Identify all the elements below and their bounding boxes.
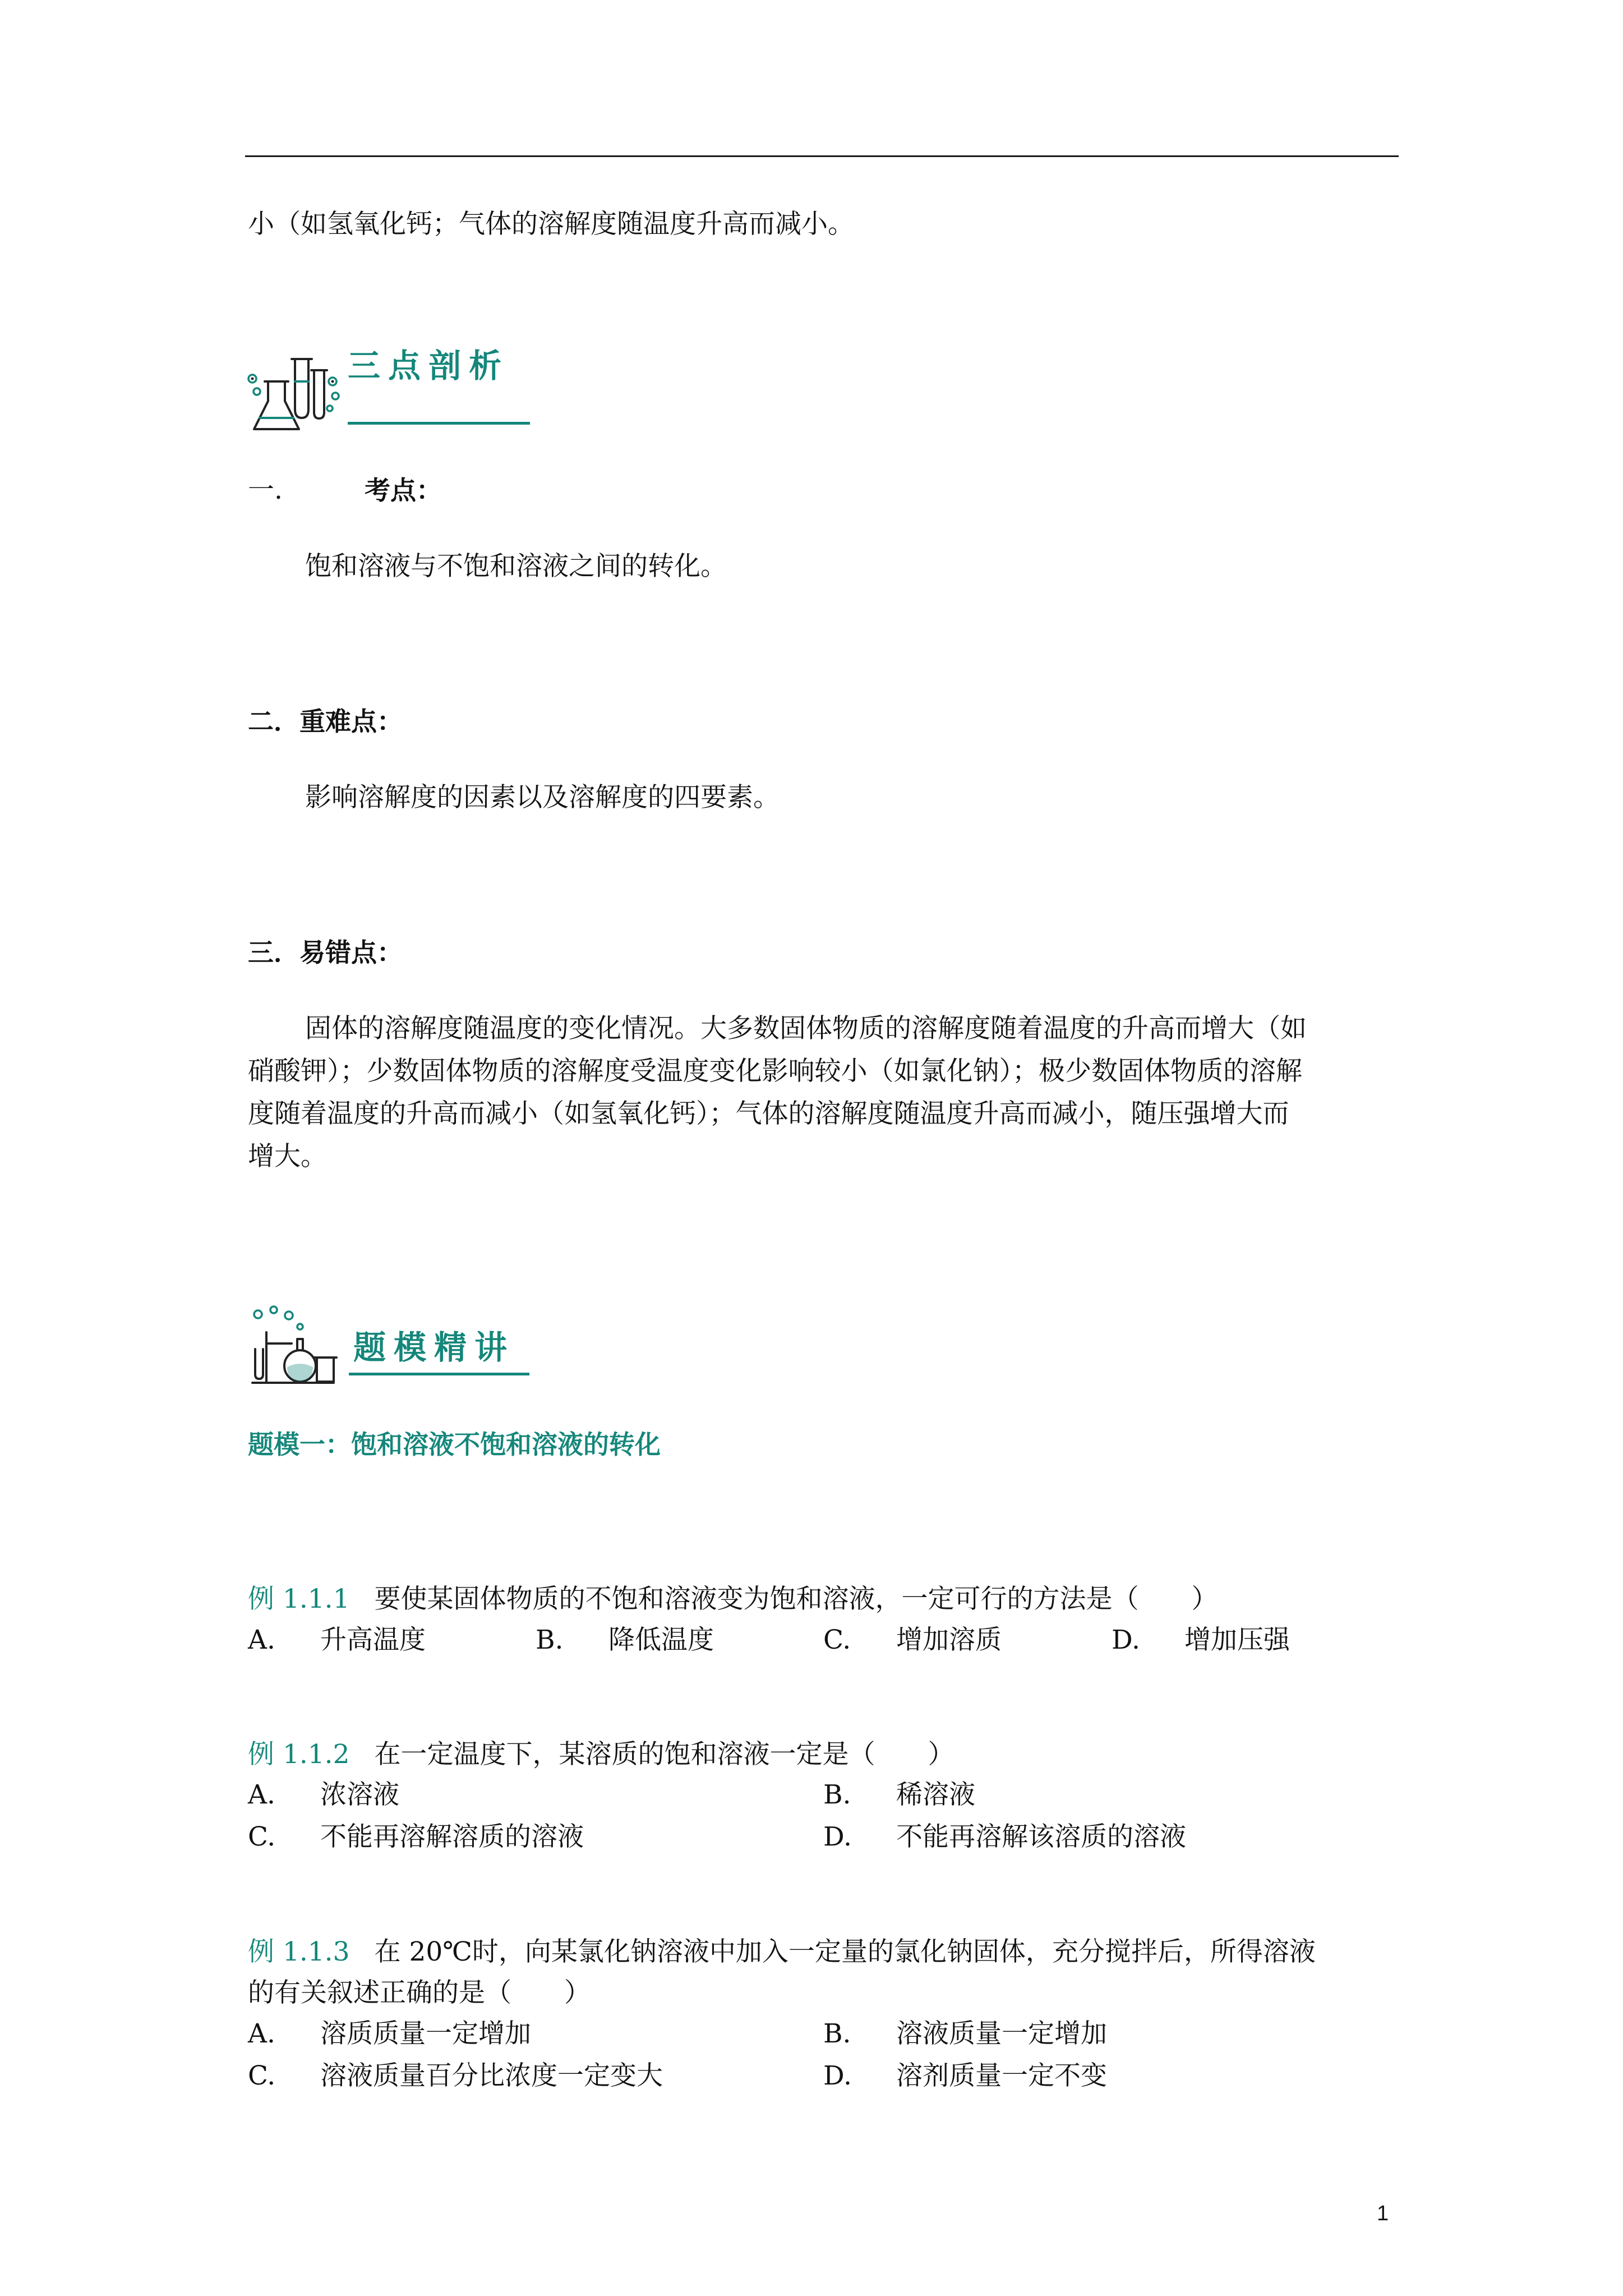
example-3-question-cont: 的有关叙述正确的是（ ） — [248, 1977, 591, 2008]
option-text: 稀溶液 — [896, 1779, 975, 1810]
option-letter: B. — [823, 1779, 851, 1810]
point2-text: 影响溶解度的因素以及溶解度的四要素。 — [305, 782, 780, 813]
example-2-options-row-2 — [248, 1821, 1398, 1853]
example-question: 在 20℃时，向某氯化钠溶液中加入一定量的氯化钠固体，充分搅拌后，所得溶液 — [374, 1936, 1316, 1967]
example-question: 要使某固体物质的不饱和溶液变为饱和溶液，一定可行的方法是（ ） — [374, 1584, 1218, 1614]
option-letter: B. — [536, 1625, 564, 1655]
point1-title: 考点： — [365, 475, 442, 505]
option-letter: D. — [823, 1821, 852, 1852]
section-underline — [348, 422, 530, 425]
option-letter: D. — [823, 2060, 852, 2091]
example-label: 例 1.1.1 — [248, 1584, 350, 1614]
option-text: 不能再溶解该溶质的溶液 — [896, 1821, 1186, 1852]
lab-apparatus-icon — [247, 1304, 339, 1394]
point3-label: 三．易错点： — [248, 937, 403, 968]
point3-line-3: 度随着温度的升高而减小（如氢氧化钙）；气体的溶解度随温度升高而减小，随压强增大而 — [248, 1098, 1289, 1129]
option-text: 不能再溶解溶质的溶液 — [320, 1821, 584, 1852]
option-text: 浓溶液 — [320, 1779, 399, 1810]
option-text: 溶质质量一定增加 — [320, 2018, 531, 2049]
continuation-line: 小（如氢氧化钙；气体的溶解度随温度升高而减小。 — [248, 209, 854, 240]
option-letter: D. — [1112, 1625, 1140, 1655]
option-letter: C. — [248, 2060, 276, 2091]
page-number: 1 — [1377, 2202, 1389, 2225]
example-3-options-row-2 — [248, 2060, 1398, 2092]
option-letter: A. — [248, 1625, 275, 1655]
option-text: 增加溶质 — [896, 1625, 1002, 1655]
section-title-model-lectures: 题模精讲 — [353, 1328, 515, 1366]
option-letter: B. — [823, 2018, 851, 2049]
option-text: 溶液质量百分比浓度一定变大 — [320, 2060, 663, 2091]
section-underline-2 — [349, 1373, 529, 1375]
example-label: 例 1.1.3 — [248, 1936, 350, 1967]
option-text: 增加压强 — [1184, 1625, 1290, 1655]
option-letter: C. — [823, 1625, 851, 1655]
example-3-options-row-1 — [248, 2018, 1398, 2050]
section-title-three-points: 三点剖析 — [348, 347, 510, 385]
option-letter: A. — [248, 2018, 275, 2049]
option-text: 降低温度 — [608, 1625, 714, 1655]
header-rule — [245, 155, 1399, 157]
example-question: 在一定温度下，某溶质的饱和溶液一定是（ ） — [374, 1739, 955, 1770]
example-2-question-line — [248, 1739, 955, 1770]
example-2-options-row-1 — [248, 1779, 1398, 1811]
example-3-question-line — [248, 1936, 1316, 1968]
option-letter: C. — [248, 1821, 276, 1852]
option-text: 升高温度 — [320, 1625, 426, 1655]
example-1-options — [248, 1625, 1398, 1656]
option-letter: A. — [248, 1779, 275, 1810]
point3-line-2: 硝酸钾）；少数固体物质的溶解度受温度变化影响较小（如氯化钠）；极少数固体物质的溶解 — [248, 1056, 1302, 1087]
example-1-question-line — [248, 1584, 1218, 1615]
option-text: 溶液质量一定增加 — [896, 2018, 1107, 2049]
topic-model-subtitle: 题模一：饱和溶液不饱和溶液的转化 — [248, 1429, 661, 1460]
example-label: 例 1.1.2 — [248, 1739, 350, 1770]
chemistry-flask-icon — [246, 348, 341, 438]
point3-line-1: 固体的溶解度随温度的变化情况。大多数固体物质的溶解度随着温度的升高而增大（如 — [305, 1013, 1307, 1044]
point1-label: 一. — [248, 475, 283, 505]
point1-text: 饱和溶液与不饱和溶液之间的转化。 — [305, 551, 727, 582]
point3-line-4: 增大。 — [248, 1141, 327, 1172]
option-text: 溶剂质量一定不变 — [896, 2060, 1107, 2091]
point2-label: 二．重难点： — [248, 706, 403, 737]
